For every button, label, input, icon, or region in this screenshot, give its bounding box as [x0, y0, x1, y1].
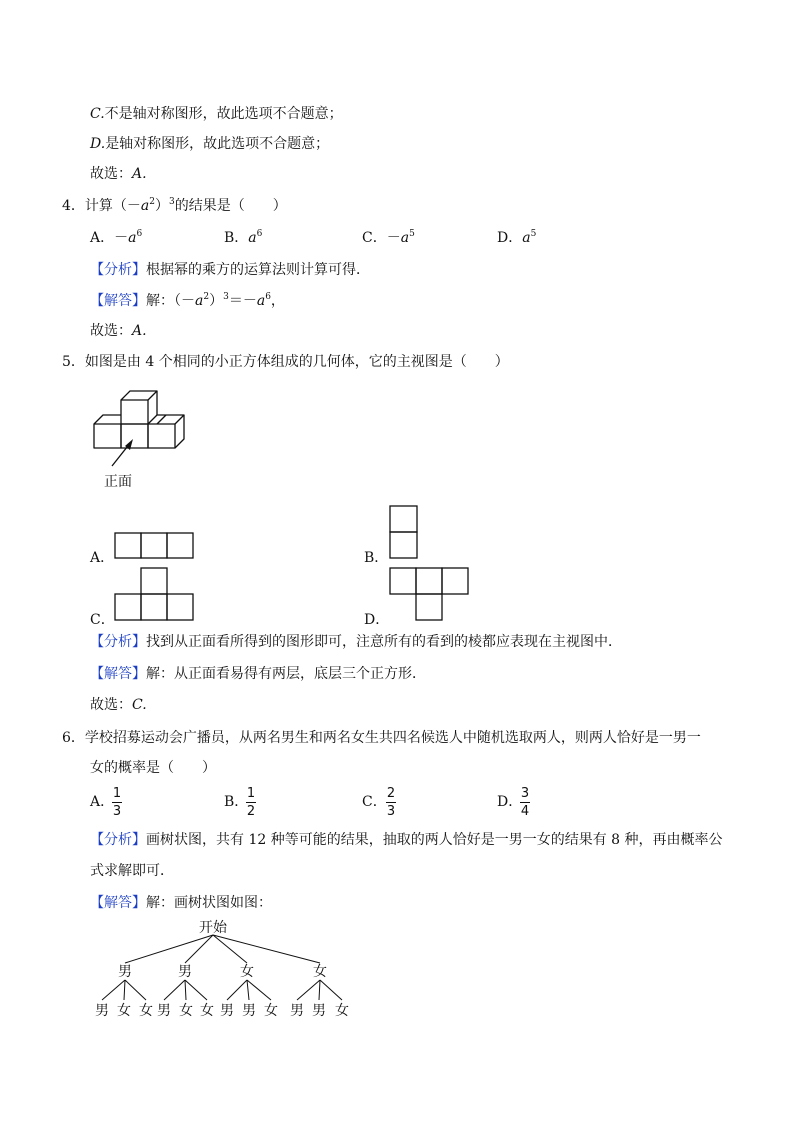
q6-option-c-label: C．	[362, 794, 387, 810]
cube-face	[148, 424, 175, 448]
option-sign: －	[114, 230, 129, 246]
tree-edge	[125, 935, 213, 963]
answer: A.	[132, 323, 147, 339]
q3-answer: A.	[132, 166, 147, 182]
q3-answer-prefix: 故选：	[90, 166, 132, 182]
tree-leaf: 女	[335, 1003, 349, 1019]
solution-part: ，	[270, 293, 285, 309]
q4-option-d	[497, 228, 536, 250]
tree-level1-node: 男	[118, 964, 132, 980]
analysis-tag: 【分析】	[90, 262, 146, 278]
solution-tag: 【解答】	[90, 293, 146, 309]
option-label: B．	[224, 230, 249, 246]
tree-edge	[297, 980, 320, 1000]
numerator: 1	[112, 786, 122, 801]
tree-edge	[185, 980, 186, 1000]
square	[167, 594, 193, 620]
tree-leaf: 男	[242, 1003, 256, 1019]
cube-edge	[121, 391, 157, 400]
square	[416, 594, 442, 620]
option-exp: 5	[409, 229, 415, 239]
q6-stem-line1	[62, 728, 701, 748]
tree-leaf: 女	[179, 1003, 193, 1019]
q4-answer-line	[90, 321, 147, 341]
square	[390, 506, 417, 532]
tree-level1-node: 男	[178, 964, 192, 980]
q6-option-b-label: B．	[224, 794, 249, 810]
option-sign: －	[386, 230, 401, 246]
numerator: 2	[386, 786, 396, 801]
option-label: C．	[362, 230, 387, 246]
q3-d-letter: D.	[90, 136, 106, 152]
tree-leaf: 女	[200, 1003, 214, 1019]
q6-option-c-fraction	[386, 786, 396, 819]
tree-root: 开始	[199, 920, 227, 936]
solution-exp: 2	[203, 292, 210, 302]
tree-leaf: 男	[290, 1003, 304, 1019]
answer-prefix: 故选：	[90, 697, 132, 713]
solution-exp: 6	[265, 292, 271, 302]
q4-option-a	[90, 228, 142, 250]
denominator: 4	[520, 804, 530, 819]
square	[442, 568, 468, 594]
q4-stem-part: 计算（－	[84, 198, 141, 214]
solution-text: 解：从正面看易得有两层，底层三个正方形．	[146, 666, 426, 682]
tree-leaf: 男	[220, 1003, 234, 1019]
q4-stem-part: 的结果是（ ）	[174, 198, 287, 214]
q6-analysis-line1	[90, 830, 723, 850]
solution-part: ＝－	[228, 293, 257, 309]
q6-option-d-fraction	[520, 786, 530, 819]
q5-option-b-label: B．	[364, 550, 389, 566]
option-label: A．	[90, 230, 115, 246]
front-label: 正面	[104, 474, 132, 490]
q6-option-d-label: D．	[497, 794, 523, 810]
tree-edge	[124, 980, 125, 1000]
denominator: 3	[386, 804, 396, 819]
q3-c-text: 不是轴对称图形，故此选项不合题意；	[104, 106, 343, 122]
tree-edge	[247, 980, 249, 1000]
analysis-tag: 【分析】	[90, 832, 146, 848]
tree-leaf: 女	[139, 1003, 153, 1019]
q4-analysis	[90, 260, 370, 280]
q3-d-text: 是轴对称图形，故此选项不合题意；	[105, 136, 330, 152]
cube-edge	[148, 415, 184, 424]
tree-leaf: 女	[117, 1003, 131, 1019]
q5-option-d-figure	[389, 567, 470, 622]
solution-tag: 【解答】	[90, 895, 146, 911]
option-var: a	[522, 230, 531, 246]
solution-part: 解：（－	[146, 293, 195, 309]
cube-face	[121, 400, 148, 424]
answer: C.	[132, 697, 147, 713]
q4-option-c	[362, 228, 415, 250]
q5-analysis	[90, 632, 622, 652]
denominator: 2	[246, 804, 256, 819]
analysis-text: 找到从正面看所得到的图形即可，注意所有的看到的棱都应表现在主视图中．	[146, 634, 622, 650]
q4-option-b	[224, 228, 262, 250]
cube-edge	[94, 415, 121, 424]
numerator: 1	[246, 786, 256, 801]
tree-leaf: 男	[157, 1003, 171, 1019]
q5-option-b-figure	[389, 505, 419, 560]
option-var: a	[400, 230, 410, 246]
q4-number: 4．	[62, 198, 85, 214]
denominator: 3	[112, 804, 122, 819]
q4-stem-exp: 3	[169, 197, 175, 207]
solution-var: a	[256, 293, 266, 309]
fraction-bar	[386, 802, 396, 803]
cube-face	[94, 424, 121, 448]
q5-option-c-label: C．	[90, 612, 115, 628]
q6-stem-line2: 女的概率是（ ）	[90, 760, 216, 776]
q4-stem-var: a	[140, 198, 150, 214]
tree-edge	[227, 980, 247, 1000]
tree-level1-node: 女	[240, 964, 254, 980]
solution-text: 解：画树状图如图：	[146, 895, 272, 911]
square	[390, 568, 416, 594]
q3-c-letter: C.	[90, 106, 105, 122]
solution-var: a	[195, 293, 204, 309]
tree-level1-node: 女	[313, 964, 327, 980]
tree-edge	[125, 980, 146, 1000]
analysis-text: 根据幂的乘方的运算法则计算可得．	[146, 262, 370, 278]
q5-option-a-figure	[114, 532, 194, 560]
tree-edge	[247, 980, 271, 1000]
answer-prefix: 故选：	[90, 323, 132, 339]
solution-exp: 3	[223, 292, 229, 302]
square	[141, 568, 167, 594]
option-var: a	[248, 230, 257, 246]
q4-stem-part: ）	[155, 198, 170, 214]
square	[141, 533, 167, 558]
q6-stem-text: 学校招募运动会广播员，从两名男生和两名女生共四名候选人中随机选取两人，则两人恰好是一男一	[84, 730, 701, 746]
option-exp: 5	[530, 229, 537, 239]
numerator: 3	[520, 786, 530, 801]
cube-figure	[88, 386, 198, 496]
q5-number: 5．	[62, 354, 85, 370]
q5-stem-text: 如图是由 4 个相同的小正方体组成的几何体，它的主视图是（ ）	[84, 354, 509, 370]
cube-edge	[157, 415, 166, 424]
q6-solution	[90, 893, 272, 913]
q4-stem	[62, 196, 287, 218]
q3-answer-line	[90, 164, 147, 184]
solution-tag: 【解答】	[90, 666, 146, 682]
fraction-bar	[112, 802, 122, 803]
fraction-bar	[246, 802, 256, 803]
q5-option-d-label: D．	[364, 612, 390, 628]
option-exp: 6	[256, 229, 263, 239]
square	[416, 568, 442, 594]
q5-answer-line	[90, 695, 147, 715]
tree-leaf: 女	[264, 1003, 278, 1019]
tree-leaf: 男	[312, 1003, 326, 1019]
tree-edge	[185, 980, 207, 1000]
option-exp: 6	[136, 229, 143, 239]
solution-part: ）	[209, 293, 224, 309]
option-var: a	[128, 230, 137, 246]
q6-option-a-label: A．	[90, 794, 115, 810]
q3-option-d-line	[90, 134, 329, 154]
fraction-bar	[520, 802, 530, 803]
analysis-text: 画树状图，共有 12 种等可能的结果，抽取的两人恰好是一男一女的结果有 8 种，再由概率公	[146, 832, 723, 848]
q3-option-c-line	[90, 104, 343, 124]
square	[115, 594, 141, 620]
square	[141, 594, 167, 620]
option-label: D．	[497, 230, 523, 246]
analysis-tag: 【分析】	[90, 634, 146, 650]
square	[115, 533, 141, 558]
tree-edge	[102, 980, 125, 1000]
cube-face	[121, 424, 148, 448]
q6-option-a-fraction	[112, 786, 122, 819]
q6-option-b-fraction	[246, 786, 256, 819]
q4-solution	[90, 291, 285, 313]
square	[390, 532, 417, 558]
q6-number: 6．	[62, 730, 85, 746]
tree-diagram	[85, 918, 365, 1023]
tree-edge	[319, 980, 320, 1000]
square	[167, 533, 193, 558]
q5-option-a-label: A．	[90, 550, 115, 566]
q4-stem-exp: 2	[149, 197, 156, 207]
q5-solution	[90, 664, 426, 684]
q5-stem	[62, 352, 509, 372]
q6-analysis-line2: 式求解即可．	[90, 863, 174, 879]
tree-edge	[320, 980, 342, 1000]
tree-edge	[164, 980, 185, 1000]
q5-option-c-figure	[114, 567, 195, 622]
tree-edge	[213, 935, 320, 963]
tree-leaf: 男	[95, 1003, 109, 1019]
